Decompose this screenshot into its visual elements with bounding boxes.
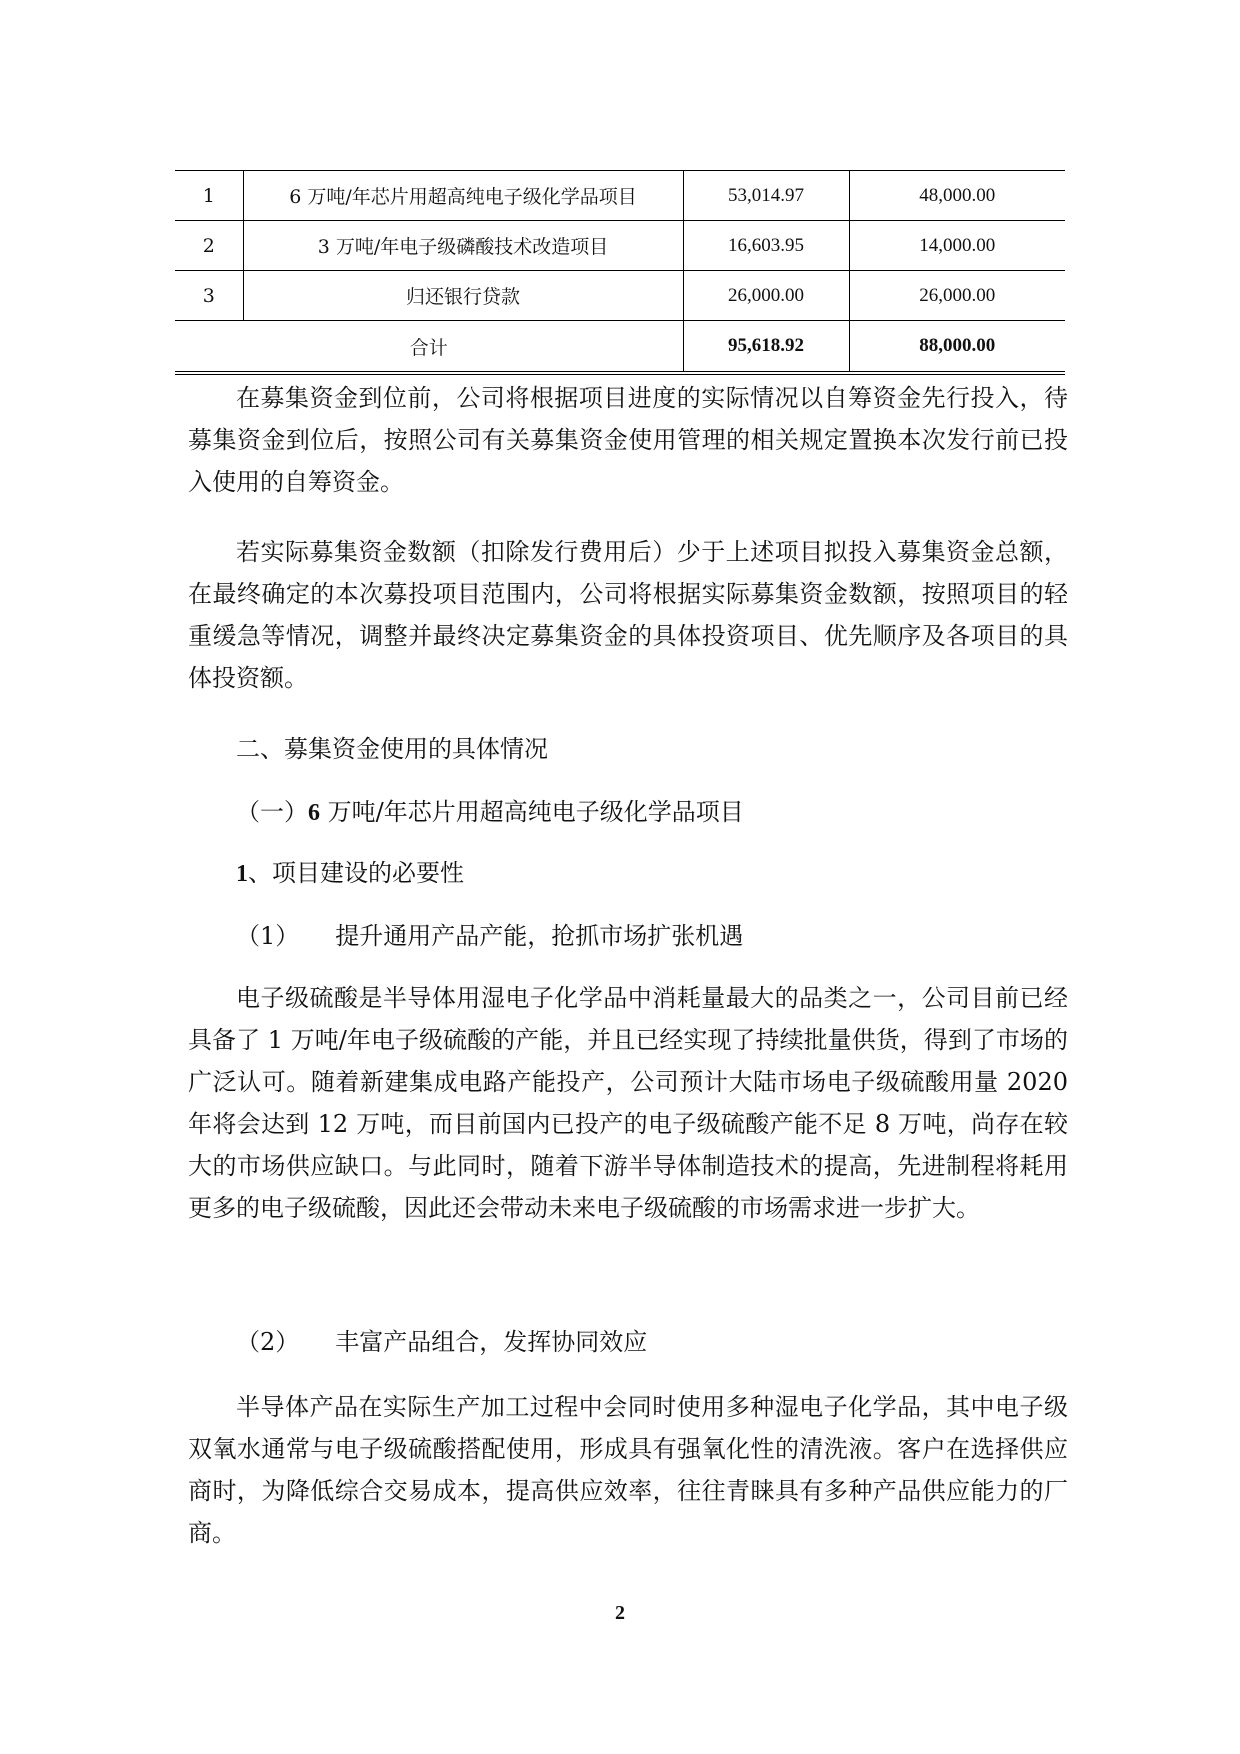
total-label: 合计 [175, 321, 683, 374]
item-number: 1 [236, 861, 248, 887]
point-heading [236, 1321, 647, 1363]
row-number: 1 [175, 171, 243, 221]
item-heading [236, 852, 464, 895]
raised-funds-sum: 88,000.00 [849, 321, 1065, 374]
project-name: 3 万吨/年电子级磷酸技术改造项目 [243, 221, 683, 271]
table-row [175, 271, 1065, 321]
raised-funds: 14,000.00 [849, 221, 1065, 271]
raised-funds: 26,000.00 [849, 271, 1065, 321]
paragraph-product-synergy: 半导体产品在实际生产加工过程中会同时使用多种湿电子化学品，其中电子级双氧水通常与电子级硫酸搭配使用，形成具有强氧化性的清洗液。客户在选择供应商时，为降低综合交易成本，提高供应效率，往往青睐具有多种产品供应能力的厂商。 [188, 1393, 1068, 1547]
subsection-prefix: （一） [236, 798, 308, 826]
total-investment: 26,000.00 [683, 271, 849, 321]
table-row [175, 221, 1065, 271]
total-investment: 16,603.95 [683, 221, 849, 271]
subsection-number: 6 [308, 800, 320, 826]
paragraph-funds-shortfall: 若实际募集资金数额（扣除发行费用后）少于上述项目拟投入募集资金总额，在最终确定的本次募投项目范围内，公司将根据实际募集资金数额，按照项目的轻重缓急等情况，调整并最终决定募集资金的具体投资项目、优先顺序及各项目的具体投资额。 [188, 538, 1068, 692]
section-heading: 二、募集资金使用的具体情况 [236, 735, 548, 763]
fund-usage-table [175, 170, 1065, 375]
subsection-heading [236, 791, 744, 834]
total-investment-sum: 95,618.92 [683, 321, 849, 374]
paragraph-sulfuric-acid: 电子级硫酸是半导体用湿电子化学品中消耗量最大的品类之一，公司目前已经具备了 1 万吨/年电子级硫酸的产能，并且已经实现了持续批量供货，得到了市场的广泛认可。随着新建集成电路产能投产，公司预计大陆市场电子级硫酸用量 2020 年将会达到 12 万吨，而目前国内已投产的电子级硫酸产能不足 8 万吨，尚存在较大的市场供应缺口。与此同时，随着下游半导体制造技术的提高，先进制程将耗用更多的电子级硫酸，因此还会带动未来电子级硫酸的市场需求进一步扩大。 [188, 984, 1068, 1222]
point-number: （2） [236, 1328, 300, 1356]
project-name: 6 万吨/年芯片用超高纯电子级化学品项目 [243, 171, 683, 221]
row-number: 3 [175, 271, 243, 321]
paragraph-funds-before-arrival: 在募集资金到位前，公司将根据项目进度的实际情况以自筹资金先行投入，待募集资金到位后，按照公司有关募集资金使用管理的相关规定置换本次发行前已投入使用的自筹资金。 [188, 384, 1068, 496]
point-number: （1） [236, 922, 300, 950]
page-number: 2 [615, 1602, 625, 1624]
item-title: 、项目建设的必要性 [248, 859, 464, 887]
raised-funds: 48,000.00 [849, 171, 1065, 221]
point-heading [236, 915, 743, 957]
table-total-row [175, 321, 1065, 374]
total-investment: 53,014.97 [683, 171, 849, 221]
row-number: 2 [175, 221, 243, 271]
project-name: 归还银行贷款 [243, 271, 683, 321]
subsection-title: 万吨/年芯片用超高纯电子级化学品项目 [320, 798, 744, 826]
point-title: 提升通用产品产能，抢抓市场扩张机遇 [335, 922, 744, 950]
table-row [175, 171, 1065, 221]
point-title: 丰富产品组合，发挥协同效应 [335, 1328, 648, 1356]
